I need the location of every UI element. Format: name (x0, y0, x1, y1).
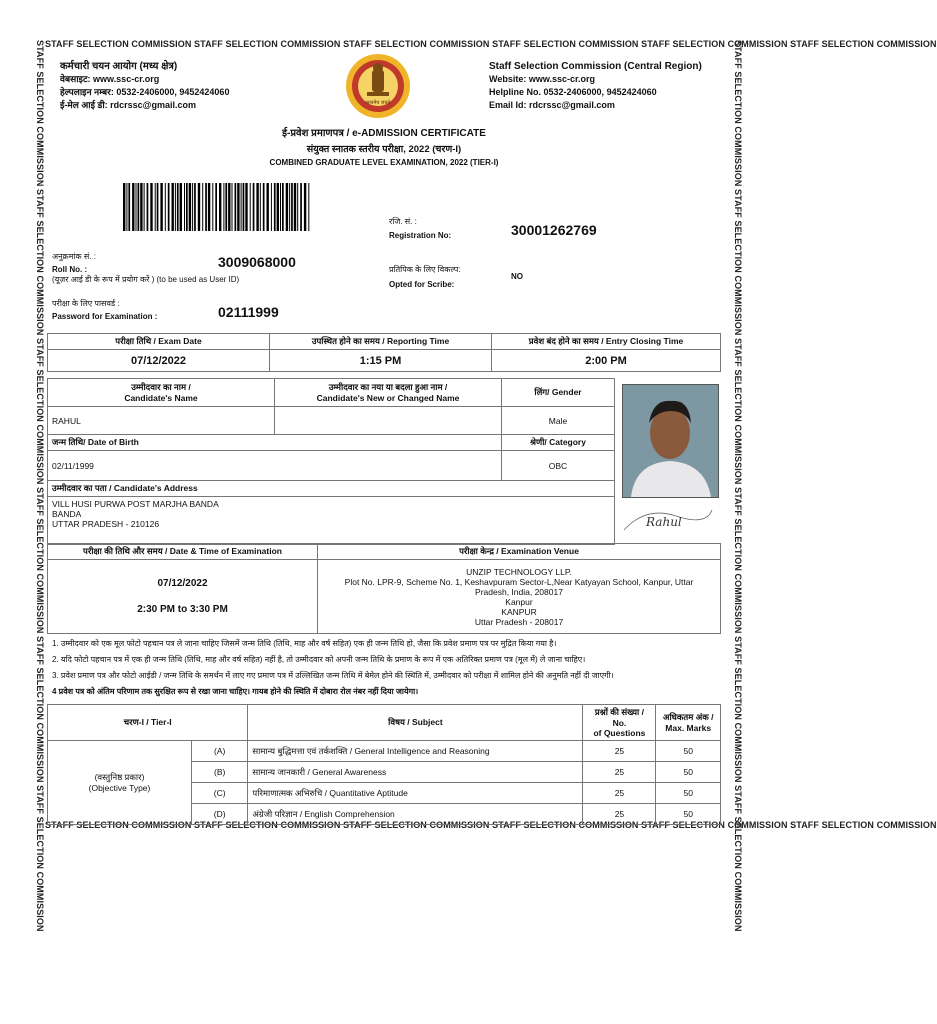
instructions (52, 636, 718, 700)
header-left-website: वेबसाइट: www.ssc-cr.org (60, 74, 160, 84)
subject-name: सामान्य बुद्धिमत्ता एवं तर्कशक्ति / General Intelligence and Reasoning (248, 741, 583, 762)
subject-header: विषय / Subject (248, 705, 583, 741)
dob-header: जन्म तिथि/ Date of Birth (48, 435, 502, 451)
subject-marks: 50 (656, 762, 721, 783)
candidate-gender: Male (502, 407, 615, 435)
address-header: उम्मीदवार का पता / Candidate's Address (48, 481, 615, 497)
venue-header: परीक्षा केन्द्र / Examination Venue (318, 544, 721, 560)
header-right-email: Email Id: rdcrssc@gmail.com (489, 100, 615, 110)
exam-date-header: परीक्षा तिथि / Exam Date (48, 334, 270, 350)
subject-marks: 50 (656, 804, 721, 825)
exam-title-hindi: संयुक्त स्नातक स्तरीय परीक्षा, 2022 (चरण-I) (306, 144, 462, 155)
header-left-helpline: हेल्पलाइन नम्बर: 0532-2406000, 9452424060 (60, 87, 230, 97)
marks-header: अधिकतम अंक / Max. Marks (656, 705, 721, 741)
subject-marks: 50 (656, 783, 721, 804)
ssc-emblem-logo (345, 52, 411, 120)
exam-datetime: 07/12/2022 2:30 PM to 3:30 PM (48, 560, 318, 634)
registration-label: रजि. सं. : Registration No: (389, 217, 452, 240)
header-left (60, 60, 229, 112)
exam-title-english: COMBINED GRADUATE LEVEL EXAMINATION, 2022 (TIER-I) (269, 158, 499, 167)
candidate-new-name (275, 407, 502, 435)
subject-name: अंग्रेजी परिज्ञान / English Comprehension (248, 804, 583, 825)
subject-name: परिमाणात्मक अभिरुचि / Quantitative Aptitude (248, 783, 583, 804)
subject-questions: 25 (583, 804, 656, 825)
border-text-left: STAFF SELECTION COMMISSION STAFF SELECTION COMMISSION STAFF SELECTION COMMISSION STAFF SELECTION COMMISSION STAFF SELECTION COMMISSION STAFF SELECTION COMMISSION (35, 40, 45, 932)
name-header: उम्मीदवार का नाम / Candidate's Name (48, 379, 275, 407)
border-text-bottom: STAFF SELECTION COMMISSION STAFF SELECTION COMMISSION STAFF SELECTION COMMISSION STAFF SELECTION COMMISSION STAFF SELECTION COMMISSION STAFF SELECTION COMMISSION (45, 820, 937, 830)
border-text-right: STAFF SELECTION COMMISSION STAFF SELECTION COMMISSION STAFF SELECTION COMMISSION STAFF SELECTION COMMISSION STAFF SELECTION COMMISSION STAFF SELECTION COMMISSION (733, 40, 743, 932)
candidate-address: VILL HUSI PURWA POST MARJHA BANDA BANDA UTTAR PRADESH - 210126 (48, 497, 615, 545)
subject-code: (D) (192, 804, 248, 825)
instruction-2: 2. यदि फोटो पहचान पत्र में एक ही जन्म तिथि (तिथि, माह और वर्ष सहित) नहीं है, तो उम्मीदवार को अपनी जन्म तिथि के प्रमाण के रूप में एक अतिरिक्त प्रमाण पत्र (मूल में) ले जाना चाहिए। (52, 655, 586, 664)
timing-table (47, 333, 721, 372)
candidate-dob: 02/11/1999 (48, 451, 502, 481)
exam-venue-table (47, 543, 721, 634)
header-right-helpline: Helpline No. 0532-2406000, 9452424060 (489, 87, 657, 97)
subject-questions: 25 (583, 783, 656, 804)
scribe-value: NO (511, 272, 523, 281)
gender-header: लिंग/ Gender (502, 379, 615, 407)
password-value: 02111999 (218, 304, 279, 320)
subject-code: (A) (192, 741, 248, 762)
subject-questions: 25 (583, 762, 656, 783)
closing-time-value: 2:00 PM (492, 350, 721, 372)
candidate-name: RAHUL (48, 407, 275, 435)
header-right-title: Staff Selection Commission (Central Region) (489, 61, 702, 72)
reporting-time-value: 1:15 PM (270, 350, 492, 372)
password-label: परीक्षा के लिए पासवर्ड : Password for Examination : (52, 299, 158, 321)
header-right-website: Website: www.ssc-cr.org (489, 74, 596, 84)
exam-venue: UNZIP TECHNOLOGY LLP. Plot No. LPR-9, Scheme No. 1, Keshavpuram Sector-L,Near Katyayan School, Kanpur, Uttar Pradesh, India, 208017 Kanpur KANPUR Uttar Pradesh - 208017 (318, 560, 721, 634)
tier-header: चरण-I / Tier-I (48, 705, 248, 741)
candidate-photo (622, 384, 719, 498)
candidate-table (47, 378, 615, 545)
subject-name: सामान्य जानकारी / General Awareness (248, 762, 583, 783)
svg-text:सत्यमेव जयते: सत्यमेव जयते (365, 100, 391, 106)
candidate-signature (616, 500, 717, 538)
certificate-title: ई-प्रवेश प्रमाणपत्र / e-ADMISSION CERTIFICATE (282, 128, 486, 139)
header-left-title: कर्मचारी चयन आयोग (मध्य क्षेत्र) (60, 61, 178, 72)
header-left-email: ई-मेल आई डी: rdcrssc@gmail.com (60, 100, 196, 110)
barcode (121, 183, 311, 231)
scribe-label: प्रतिपिक के लिए विकल्प: Opted for Scribe: (389, 265, 461, 289)
questions-header: प्रश्नों की संख्या / No. of Questions (583, 705, 656, 741)
closing-time-header: प्रवेश बंद होने का समय / Entry Closing Time (492, 334, 721, 350)
reporting-time-header: उपस्थित होने का समय / Reporting Time (270, 334, 492, 350)
subject-marks: 50 (656, 741, 721, 762)
subject-code: (B) (192, 762, 248, 783)
candidate-category: OBC (502, 451, 615, 481)
subjects-table (47, 704, 721, 825)
registration-number: 30001262769 (511, 222, 597, 238)
roll-number: 3009068000 (218, 254, 296, 270)
subject-questions: 25 (583, 741, 656, 762)
objective-type: (वस्तुनिष्ठ प्रकार) (Objective Type) (48, 741, 192, 825)
subject-code: (C) (192, 783, 248, 804)
instruction-1: 1. उम्मीदवार को एक मूल फोटो पहचान पत्र ले जाना चाहिए जिसमें जन्म तिथि (तिथि, माह और वर्ष सहित) एक ही जन्म तिथि हो, जैसा कि प्रवेश प्रमाण पत्र पर मुद्रित किया गया है। (52, 639, 557, 648)
exam-datetime-header: परीक्षा की तिथि और समय / Date & Time of Examination (48, 544, 318, 560)
roll-label: अनुक्रमांक सं. : Roll No. : (यूज़र आई डी के रूप में प्रयोग करें ) (to be used as User ID) (52, 252, 240, 284)
instruction-4: 4 प्रवेश पत्र को अंतिम परिणाम तक सुरक्षित रूप से रखा जाना चाहिए। गायब होने की स्थिति में दोबारा रोल नंबर नहीं दिया जायेगा। (52, 687, 419, 696)
exam-date-value: 07/12/2022 (48, 350, 270, 372)
new-name-header: उम्मीदवार का नया या बदला हुआ नाम / Candidate's New or Changed Name (275, 379, 502, 407)
header-right (489, 60, 702, 112)
border-text-top: STAFF SELECTION COMMISSION STAFF SELECTION COMMISSION STAFF SELECTION COMMISSION STAFF SELECTION COMMISSION STAFF SELECTION COMMISSION STAFF SELECTION COMMISSION (45, 39, 937, 49)
category-header: श्रेणी/ Category (502, 435, 615, 451)
instruction-3: 3. प्रवेश प्रमाण पत्र और फोटो आईडी / जन्म तिथि के समर्थन में लाए गए प्रमाण पत्र में उल्लिखित जन्म तिथि में बेमेल होने की स्थिति में, उम्मीदवार को परीक्षा में शामिल होने की अनुमति नहीं दी जाएगी। (52, 671, 614, 680)
svg-text:Rahul: Rahul (646, 515, 682, 529)
